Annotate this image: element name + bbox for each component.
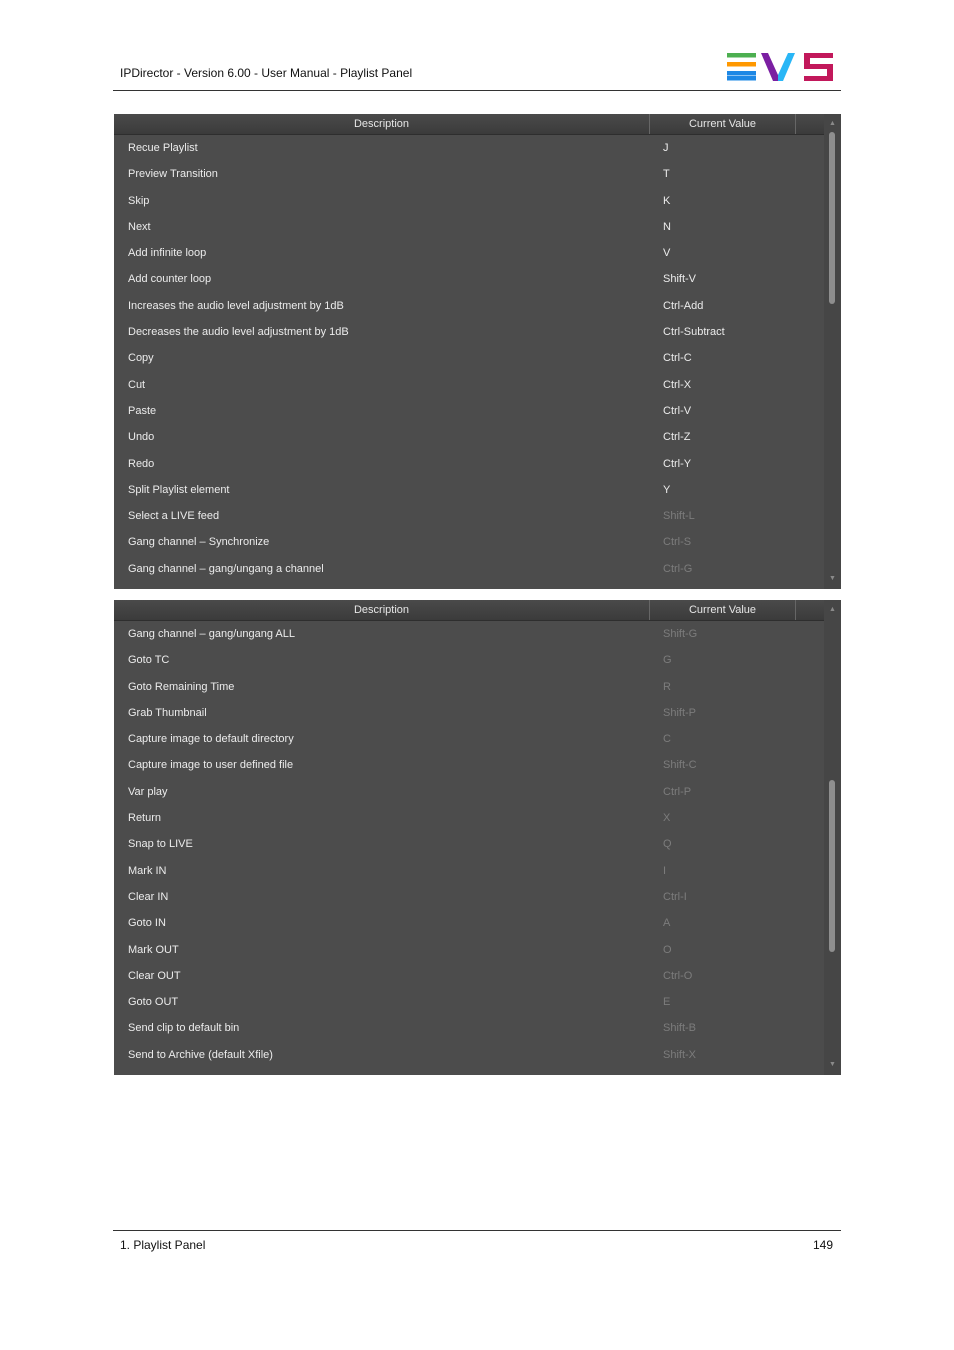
shortcut-value[interactable]: Ctrl-C (663, 352, 692, 365)
shortcuts-table-1 (114, 114, 841, 589)
table-row[interactable] (114, 858, 824, 884)
shortcut-value[interactable]: R (663, 680, 671, 693)
shortcut-description: Mark IN (128, 864, 167, 877)
shortcut-description: Clear IN (128, 890, 169, 903)
shortcut-description: Paste (128, 404, 157, 417)
shortcut-value[interactable]: Ctrl-Z (663, 431, 691, 444)
table-row[interactable] (114, 963, 824, 989)
table-row[interactable] (114, 726, 824, 752)
table-row[interactable] (114, 161, 824, 187)
page-number: 149 (812, 1238, 833, 1252)
shortcut-description: Next (128, 220, 151, 233)
table-row[interactable] (114, 266, 824, 292)
shortcut-value[interactable]: Ctrl-P (663, 785, 692, 798)
shortcut-description: Capture image to user defined file (128, 759, 294, 772)
shortcut-description: Grab Thumbnail (128, 706, 207, 719)
shortcut-value[interactable]: X (663, 812, 671, 825)
shortcut-description: Goto TC (128, 654, 170, 667)
shortcut-value[interactable]: Ctrl-V (663, 404, 692, 417)
table-row[interactable] (114, 293, 824, 319)
shortcut-description: Goto Remaining Time (128, 680, 235, 693)
table-row[interactable] (114, 989, 824, 1015)
shortcut-description: Snap to LIVE (128, 838, 193, 851)
shortcut-value[interactable]: C (663, 733, 671, 746)
description-column-header[interactable]: Description (114, 600, 650, 620)
scroll-up-arrow-icon[interactable]: ▲ (829, 606, 836, 613)
shortcut-value[interactable]: Ctrl-I (663, 890, 687, 903)
table-row[interactable] (114, 214, 824, 240)
shortcut-description: Skip (128, 194, 150, 207)
table-row[interactable] (114, 135, 824, 161)
shortcut-description: Capture image to default directory (128, 733, 294, 746)
shortcut-value[interactable]: Ctrl-X (663, 378, 692, 391)
shortcut-value[interactable]: Y (663, 483, 671, 496)
current-value-column-header[interactable]: Current Value (650, 114, 796, 134)
table-row[interactable] (114, 621, 824, 647)
shortcut-description: Split Playlist element (128, 483, 230, 496)
shortcut-value[interactable]: Ctrl-S (663, 536, 692, 549)
shortcut-value[interactable]: V (663, 247, 671, 260)
shortcut-description: Add infinite loop (128, 247, 207, 260)
table-row[interactable] (114, 805, 824, 831)
shortcut-description: Send clip to default bin (128, 1022, 240, 1035)
table-row[interactable] (114, 240, 824, 266)
table-body (114, 621, 824, 1068)
current-value-column-header[interactable]: Current Value (650, 600, 796, 620)
shortcut-value[interactable]: Ctrl-O (663, 969, 693, 982)
shortcut-description: Mark OUT (128, 943, 179, 956)
table-row[interactable] (114, 503, 824, 529)
table-row[interactable] (114, 477, 824, 503)
table-row[interactable] (114, 451, 824, 477)
table-row[interactable] (114, 674, 824, 700)
table-row[interactable] (114, 779, 824, 805)
scrollbar-thumb[interactable] (829, 780, 835, 952)
shortcut-value[interactable]: A (663, 917, 671, 930)
shortcut-description: Copy (128, 352, 154, 365)
table-row[interactable] (114, 398, 824, 424)
shortcut-value[interactable]: G (663, 654, 672, 667)
table-row[interactable] (114, 372, 824, 398)
table-row[interactable] (114, 345, 824, 371)
vertical-scrollbar[interactable] (824, 600, 841, 1075)
shortcut-description: Select a LIVE feed (128, 510, 220, 523)
shortcut-value[interactable]: Q (663, 838, 672, 851)
table-row[interactable] (114, 831, 824, 857)
shortcut-value[interactable]: N (663, 220, 671, 233)
shortcut-description: Send to Archive (default Xfile) (128, 1048, 273, 1061)
description-column-header[interactable]: Description (114, 114, 650, 134)
scrollbar-thumb[interactable] (829, 132, 835, 304)
shortcut-value[interactable]: T (663, 168, 670, 181)
shortcut-description: Goto OUT (128, 996, 179, 1009)
shortcut-description: Var play (128, 785, 168, 798)
shortcut-value[interactable]: E (663, 996, 671, 1009)
shortcut-description: Redo (128, 457, 155, 470)
scroll-up-arrow-icon[interactable]: ▲ (829, 120, 836, 127)
footer-section: 1. Playlist Panel (120, 1238, 206, 1252)
table-row[interactable] (114, 1015, 824, 1041)
shortcut-description: Recue Playlist (128, 142, 198, 154)
table-row[interactable] (114, 188, 824, 214)
table-row[interactable] (114, 319, 824, 345)
shortcut-description: Cut (128, 378, 146, 391)
table-row[interactable] (114, 1042, 824, 1068)
shortcut-description: Decreases the audio level adjustment by 1dB (128, 326, 349, 339)
table-row[interactable] (114, 910, 824, 936)
shortcuts-table-2 (114, 600, 841, 1075)
shortcut-description: Gang channel – gang/ungang a channel (128, 562, 324, 575)
shortcut-value[interactable]: Shift-G (663, 628, 698, 640)
shortcut-value[interactable]: Ctrl-Y (663, 457, 692, 470)
table-body (114, 135, 824, 582)
shortcut-description: Increases the audio level adjustment by 1dB (128, 299, 344, 312)
header-rule (113, 90, 841, 91)
shortcut-value[interactable]: Ctrl-Add (663, 299, 704, 312)
shortcut-value[interactable]: J (663, 142, 669, 154)
table-row[interactable] (114, 529, 824, 555)
shortcut-value[interactable]: Ctrl-Subtract (663, 326, 725, 339)
shortcut-description: Add counter loop (128, 273, 212, 286)
shortcut-description: Undo (128, 431, 155, 444)
shortcut-value[interactable]: Shift-V (663, 273, 697, 286)
table-row[interactable] (114, 937, 824, 963)
shortcut-description: Return (128, 812, 162, 825)
footer-rule (113, 1230, 841, 1231)
table-row[interactable] (114, 424, 824, 450)
table-row[interactable] (114, 556, 824, 582)
shortcut-value[interactable]: O (663, 943, 672, 956)
table-row[interactable] (114, 884, 824, 910)
shortcut-description: Goto IN (128, 917, 166, 930)
table-row[interactable] (114, 647, 824, 673)
scroll-down-arrow-icon[interactable]: ▼ (829, 1061, 836, 1068)
shortcut-value[interactable]: I (663, 864, 667, 877)
page-header-title: IPDirector - Version 6.00 - User Manual - Playlist Panel (120, 66, 413, 80)
shortcut-description: Gang channel – Synchronize (128, 536, 270, 549)
table-header (114, 114, 824, 135)
table-row[interactable] (114, 752, 824, 778)
table-header (114, 600, 824, 621)
shortcut-value[interactable]: K (663, 194, 671, 207)
shortcut-description: Gang channel – gang/ungang ALL (128, 628, 295, 640)
shortcut-value[interactable]: Shift-X (663, 1048, 697, 1061)
evs-logo (727, 53, 835, 81)
shortcut-description: Clear OUT (128, 969, 181, 982)
shortcut-description: Preview Transition (128, 168, 218, 181)
shortcut-value[interactable]: Shift-L (663, 510, 695, 523)
scroll-down-arrow-icon[interactable]: ▼ (829, 575, 836, 582)
vertical-scrollbar[interactable] (824, 114, 841, 589)
shortcut-value[interactable]: Shift-P (663, 706, 697, 719)
table-row[interactable] (114, 700, 824, 726)
shortcut-value[interactable]: Shift-C (663, 759, 697, 772)
shortcut-value[interactable]: Shift-B (663, 1022, 697, 1035)
shortcut-value[interactable]: Ctrl-G (663, 562, 693, 575)
